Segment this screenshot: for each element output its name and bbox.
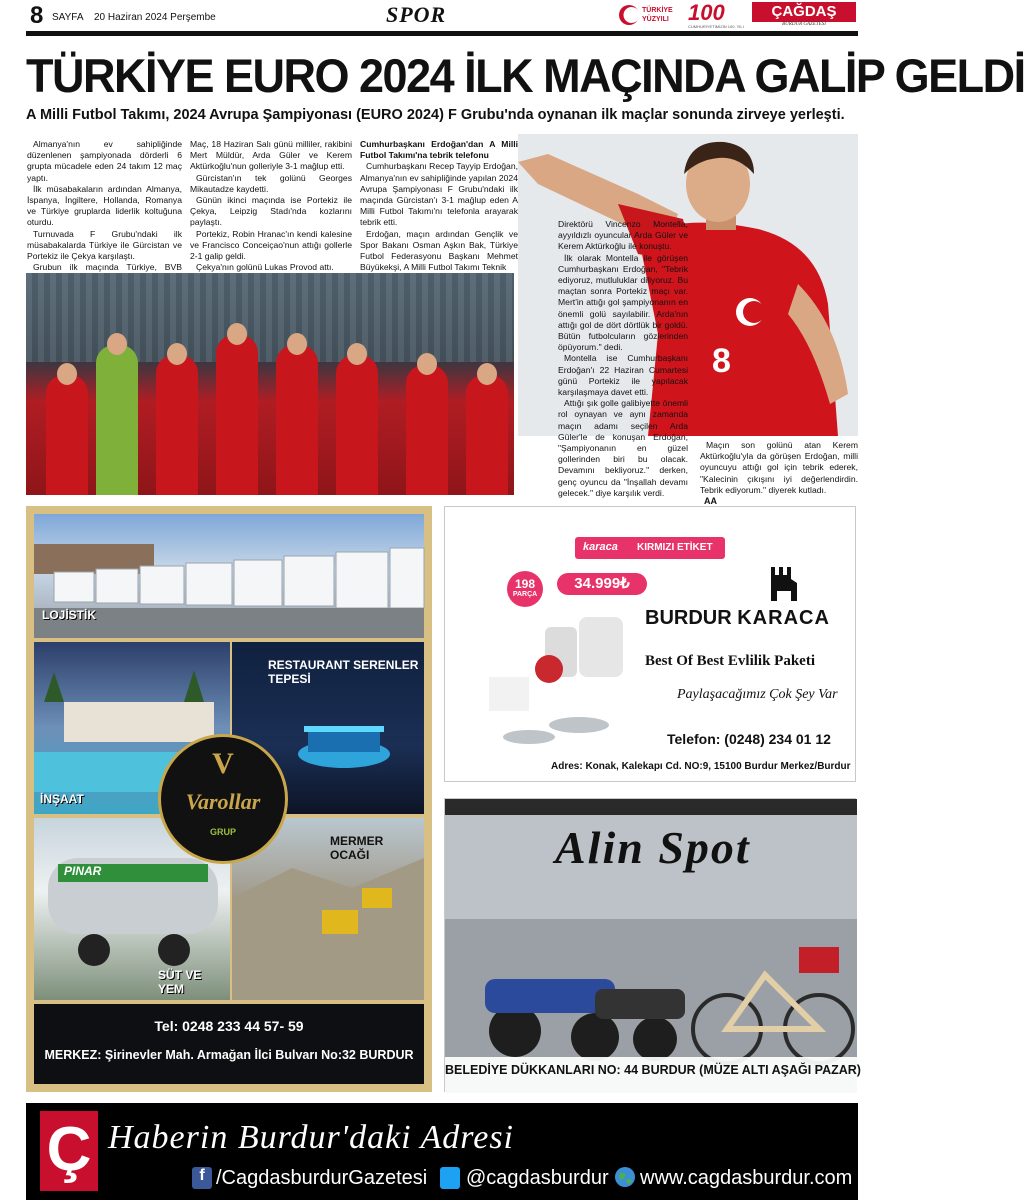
varollar-address: MERKEZ: Şirinevler Mah. Armağan İlci Bulvarı No:32 BURDUR: [44, 1048, 414, 1062]
alin-spot-logo: Alin Spot: [555, 822, 751, 873]
appliances-illustration: [459, 607, 649, 757]
article-signature: AA: [704, 496, 717, 506]
footer-banner: [26, 1103, 858, 1200]
issue-date: 20 Haziran 2024 Perşembe: [94, 12, 216, 23]
team-celebration-photo: [26, 273, 514, 495]
footer-facebook[interactable]: /CagdasburdurGazetesi: [216, 1167, 428, 1189]
globe-icon: [614, 1166, 636, 1188]
stadium-crowd: [26, 273, 514, 362]
section-title: SPOR: [386, 2, 447, 27]
store-name: [645, 607, 830, 630]
brand-sub: BURDUR GAZETESİ: [782, 22, 826, 27]
karaca-deer-icon: [767, 563, 801, 603]
brand-logo: ÇAĞDAŞ: [752, 2, 856, 22]
piece-count-badge: [507, 571, 543, 607]
player-head: [107, 333, 127, 355]
article-column-2: [190, 139, 352, 273]
varollar-ad: [26, 506, 432, 1092]
paragraph: Cumhurbaşkanı Recep Tayyip Erdoğan, Almanya'nın ev sahipliğinde yapılan 2024 Avrupa Şampiyonası F Grubu'ndaki ilk maçında Gürcistan'ı 3-1 mağlup eden A Milli Futbol Takımı'nı telefonla arayarak tebrik etti.: [360, 161, 518, 228]
truck-brand: PINAR: [64, 864, 102, 878]
paragraph: Almanya'nın ev sahipliğinde düzenlenen şampiyonada dörderli 6 grupta mücadele eden 24 takım 12 maç yaptı.: [27, 139, 182, 183]
player-head: [287, 333, 307, 355]
player-figure: [96, 345, 138, 495]
player-head: [477, 363, 497, 385]
paragraph: Maç, 18 Haziran Salı günü milliler, rakibini Mert Müldür, Arda Güler ve Kerem Aktürkoğlu'nun golleriyle 3-1 mağlup etti.: [190, 139, 352, 172]
article-column-5: [700, 440, 858, 496]
player-head: [227, 323, 247, 345]
package-name: Best Of Best Evlilik Paketi: [645, 653, 815, 669]
article-subheadline: A Milli Futbol Takımı, 2024 Avrupa Şampiyonası (EURO 2024) F Grubu'nda oynanan ilk maçlar sonunda zirveye yerleşti.: [26, 107, 845, 123]
article-column-3: [360, 139, 518, 273]
store-name-2: KARACA: [737, 607, 830, 629]
karaca-ad: [444, 506, 856, 782]
paragraph: Direktörü Vincenzo Montella, ayyıldızlı oyuncular Arda Güler ve Kerem Aktürkoğlu ile konuştu.: [558, 219, 688, 252]
player-head: [167, 343, 187, 365]
karaca-badge: [575, 537, 725, 559]
century-logo-line1: TÜRKİYE: [642, 7, 673, 14]
label-lojistik: LOJİSTİK: [42, 608, 97, 622]
badge-label: KIRMIZI ETİKET: [637, 542, 713, 553]
paragraph: Portekiz, Robin Hranac'ın kendi kalesine ve Francisco Conceiçao'nun attığı gollerle 2-1 galip geldi.: [190, 228, 352, 262]
player-head: [57, 363, 77, 385]
player-figure: [276, 345, 318, 495]
logo-grup: GRUP: [209, 827, 236, 837]
header-rule: [26, 31, 858, 36]
logistics-photo: [34, 514, 424, 638]
karaca-slogan: Paylaşacağımız Çok Şey Var: [677, 687, 838, 702]
karaca-address: Adres: Konak, Kalekapı Cd. NO:9, 15100 Burdur Merkez/Burdur: [551, 761, 851, 772]
footer-twitter[interactable]: @cagdasburdur: [466, 1167, 609, 1189]
label-insaat: İNŞAAT: [40, 792, 84, 806]
article-subhead: Cumhurbaşkanı Erdoğan'dan A Milli Futbol Takımı'na tebrik telefonu: [360, 139, 518, 161]
facebook-icon: f: [192, 1167, 212, 1189]
player-figure: [46, 375, 88, 495]
centenary-logo: 100: [688, 0, 725, 25]
karaca-phone: Telefon: (0248) 234 01 12: [667, 731, 831, 747]
store-name-1: BURDUR: [645, 607, 732, 629]
badge-brand: karaca: [583, 541, 618, 553]
article-headline: TÜRKİYE EURO 2024 İLK MAÇINDA GALİP GELDİ: [26, 48, 1025, 103]
player-figure: [336, 355, 378, 495]
label-mermer: MERMER OCAĞI: [330, 834, 384, 862]
player-figure: [216, 335, 258, 495]
century-logo-line2: YÜZYILI: [642, 16, 669, 23]
paragraph: Maçın son golünü atan Kerem Aktürkoğlu'yla da görüşen Erdoğan, milli oyuncuyu attığı gol için tebrik ederek, "Kalecinin çıkışını iyi değerlendirdin. Tebrik ediyorum." diyerek kutladı.: [700, 440, 858, 495]
piece-word: PARÇA: [512, 591, 538, 598]
paragraph: İlk müsabakaların ardından Almanya, İspanya, İngiltere, Hollanda, Romanya ve Türkiye gruplarda liderlik koltuğuna oturdu.: [27, 183, 182, 228]
logo-name: Varollar: [185, 789, 261, 814]
page-number: 8: [30, 2, 44, 29]
varollar-contact: [34, 1004, 424, 1084]
paragraph: Gürcistan'ın tek golünü Georges Mikautadze kaydetti.: [190, 172, 352, 194]
paragraph: Grubun ilk maçında Türkiye, BVB: [33, 262, 182, 273]
centenary-sub: CUMHURİYETİMİZİN 100. YILI: [688, 24, 744, 29]
varollar-phone: Tel: 0248 233 44 57- 59: [154, 1018, 304, 1034]
varollar-logo: [158, 734, 288, 864]
jersey-number: 8: [712, 342, 731, 380]
paragraph: Attığı şık golle galibiyette önemli rol oynayan ve aynı zamanda maçın adamı seçilen Arda Güler'le de konuşan Erdoğan, "Şampiyonanın en güzel gollerinden biri bu olacak. Devamını bekliyoruz." derken, genç oyuncu da "İnşallah devamı gelecek." diye karşılık verdi.: [558, 398, 688, 498]
price-tag: 34.999₺: [557, 573, 647, 595]
footer-tagline: Haberin Burdur'daki Adresi: [108, 1119, 514, 1156]
player-figure: [466, 375, 508, 495]
label-sut-ve-yem: SÜT VE YEM: [158, 968, 202, 996]
paragraph: Montella ise Cumhurbaşkanı Erdoğan'ı 22 Haziran Cumartesi günü Portekiz ile yapılacak karşılaşmaya davet etti.: [558, 353, 688, 398]
footer-logo: Ç: [40, 1111, 98, 1191]
player-figure: [156, 355, 198, 495]
turkiye-yuzyili-logo: [618, 2, 676, 28]
player-head: [347, 343, 367, 365]
article-column-4: [558, 219, 688, 499]
logo-letter: V: [212, 747, 234, 780]
footer-website[interactable]: www.cagdasburdur.com: [640, 1167, 853, 1189]
label-restaurant: RESTAURANT SERENLER TEPESİ: [268, 658, 419, 686]
player-figure: [406, 365, 448, 495]
paragraph: Erdoğan, maçın ardından Gençlik ve Spor Bakanı Osman Aşkın Bak, Türkiye Futbol Federasyonu Başkanı Mehmet Büyükekşi, A Milli Futbol Takımı Teknik: [360, 228, 518, 273]
paragraph: Turnuvada F Grubu'ndaki ilk müsabakalarda Türkiye ile Gürcistan ve Portekiz ile Çekya karşılaştı.: [27, 228, 182, 262]
paragraph: Çekya'nın golünü Lukas Provod attı.: [196, 262, 334, 273]
paragraph: Günün ikinci maçında ise Portekiz ile Çekya, Leipzig Stadı'nda kozlarını paylaştı.: [190, 195, 352, 228]
twitter-icon: [440, 1167, 460, 1189]
crescent-icon: [618, 4, 640, 26]
player-head: [417, 353, 437, 375]
page-word: SAYFA: [52, 12, 84, 23]
alin-address: BELEDİYE DÜKKANLARI NO: 44 BURDUR (MÜZE ALTI AŞAĞI PAZAR): [445, 1063, 861, 1077]
paragraph: İlk olarak Montella ile görüşen Cumhurbaşkanı Erdoğan, "Tebrik ediyoruz, mutluluklar diliyoruz. Bu maçtan sonra Portekiz maçı var. Mert'in attığı gol şampiyonanın en önemli golü sayılabilir. Arda'nın attığı gol de dört dörtlük bir goldü. Bütün futbolcuların gözlerinden öpüyorum." dedi.: [558, 252, 688, 353]
alin-spot-ad: [444, 798, 861, 1092]
piece-count: 198: [514, 577, 536, 591]
